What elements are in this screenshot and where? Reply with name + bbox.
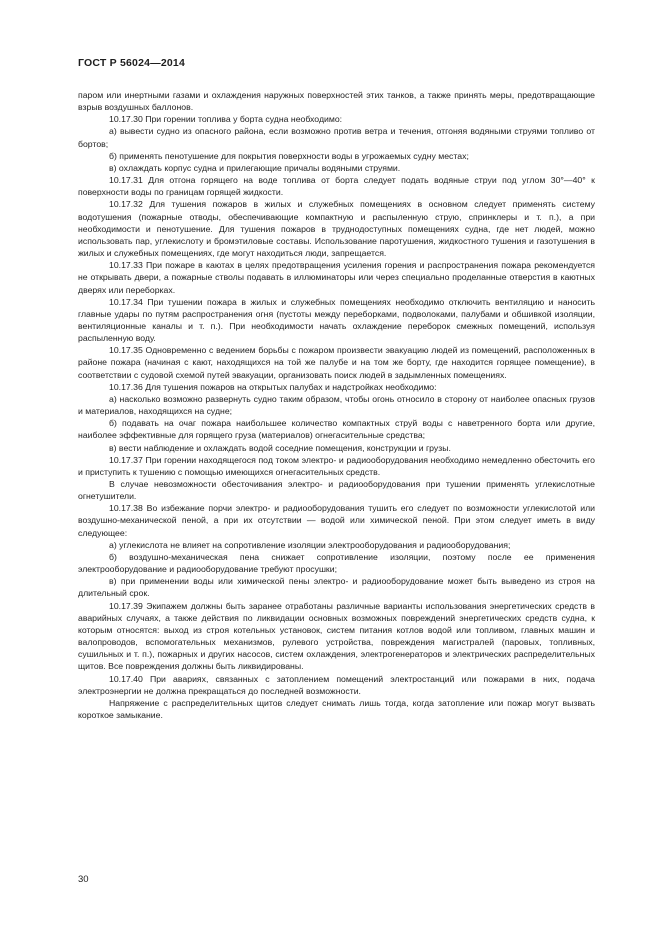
paragraph: в) охлаждать корпус судна и прилегающие причалы водяными струями. — [109, 162, 401, 173]
paragraph: 10.17.40 При авариях, связанных с затоплением помещений электростанций или пожарами в них, подача электроэнергии не должна прекращаться до последней возможности. — [78, 673, 595, 696]
paragraph: 10.17.32 Для тушения пожаров в жилых и служебных помещениях в основном следует применять систему водотушения (пожарные отводы, обеспечивающие компактную и распыленную струю, спринклеры и т. п.), а при необходимости и пенотушение. Для тушения пожаров в труднодоступных помещениях судна, где нет людей, можно использовать пар, углекислоту и бромэтиловые составы. Использование паротушения, жидкостного тушения и газотушения в жилых и служебных помещениях, где могут находиться люди, запрещается. — [78, 199, 595, 259]
paragraph: 10.17.39 Экипажем должны быть заранее отработаны различные варианты использования энергетических средств в аварийных случаях, а также действия по ликвидации основных возможных повреждений энергетических средств судна, к которым относятся: выход из строя котельных установок, систем питания котлов водой или топливом, главных машин и валопроводов, вспомогательных механизмов, рулевого устройства, повреждения магистралей (паровых, топливных, сушильных и т. п.), пожарных и других насосов, систем охлаждения, электрогенераторов и электрических распределительных щитов. Все повреждения должны быть ликвидированы. — [78, 600, 595, 672]
paragraph: 10.17.36 Для тушения пожаров на открытых палубах и надстройках необходимо: — [109, 381, 437, 392]
paragraph: В случае невозможности обесточивания электро- и радиооборудования при тушении применять углекислотные огнетушители. — [78, 479, 595, 502]
paragraph: 10.17.37 При горении находящегося под током электро- и радиооборудования необходимо немедленно обесточить его и приступить к тушению с помощью имеющихся огнегасительных средств. — [78, 454, 595, 477]
paragraph: б) подавать на очаг пожара наибольшее количество компактных струй воды с наветренного борта или другие, наиболее эффективные для горящего груза (материалов) огнегасительные средства; — [78, 418, 595, 441]
paragraph: а) углекислота не влияет на сопротивление изоляции электрооборудования и радиооборудования; — [109, 539, 511, 550]
document-header: ГОСТ Р 56024—2014 — [78, 57, 186, 69]
paragraph: паром или инертными газами и охлаждения наружных поверхностей этих танков, а также принять меры, предотвращающие взрыв воздушных баллонов. — [78, 90, 595, 113]
page-number: 30 — [78, 874, 89, 885]
document-body — [78, 89, 595, 721]
paragraph: 10.17.30 При горении топлива у борта судна необходимо: — [109, 114, 343, 125]
paragraph: 10.17.35 Одновременно с ведением борьбы с пожаром произвести эвакуацию людей из помещений, расположенных в районе пожара (начиная с кают, находящихся на той же палубе и на том же борту, где находится горящее помещение), в соответствии с судовой схемой путей эвакуации, организовать поиск людей в задымленных помещениях. — [78, 345, 595, 380]
paragraph: 10.17.33 При пожаре в каютах в целях предотвращения усиления горения и распространения пожара рекомендуется не открывать двери, а пожарные стволы подавать в иллюминаторы или через специально проделанные отверстия в каютных дверях или переборках. — [78, 260, 595, 295]
paragraph: в) при применении воды или химической пены электро- и радиооборудование может быть выведено из строя на длительный срок. — [78, 576, 595, 599]
paragraph: 10.17.31 Для отгона горящего на воде топлива от борта следует подать водяные струи под углом 30°—40° к поверхности воды по границам горящей жидкости. — [78, 175, 595, 198]
paragraph: 10.17.34 При тушении пожара в жилых и служебных помещениях необходимо отключить вентиляцию и наносить главные удары по путям распространения огня (пустоты между переборками, подволоками, палубами и обшивкой изоляции, вентиляционные каналы и т. п.). При необходимости начать охлаждение переборок смежных помещений, используя распыленную воду. — [78, 296, 595, 344]
paragraph: а) насколько возможно развернуть судно таким образом, чтобы огонь относило в сторону от наиболее опасных грузов и материалов, находящихся на судне; — [78, 393, 595, 417]
paragraph: б) воздушно-механическая пена снижает сопротивление изоляции, поэтому после ее применения электрооборудование и радиооборудование требуют просушки; — [78, 551, 595, 575]
paragraph: 10.17.38 Во избежание порчи электро- и радиооборудования тушить его следует по возможности углекислотой или воздушно-механической пеной, а при их отсутствии — водой или химической пеной. При этом следует иметь в виду следующее: — [78, 503, 595, 538]
paragraph: б) применять пенотушение для покрытия поверхности воды в угрожаемых судну местах; — [109, 150, 469, 161]
paragraph: в) вести наблюдение и охлаждать водой соседние помещения, конструкции и грузы. — [109, 442, 451, 453]
paragraph: Напряжение с распределительных щитов следует снимать лишь тогда, когда затопление или пожар могут вызвать короткое замыкание. — [78, 697, 595, 720]
paragraph: а) вывести судно из опасного района, если возможно против ветра и течения, отгоняя водяными струями топливо от бортов; — [78, 126, 595, 149]
